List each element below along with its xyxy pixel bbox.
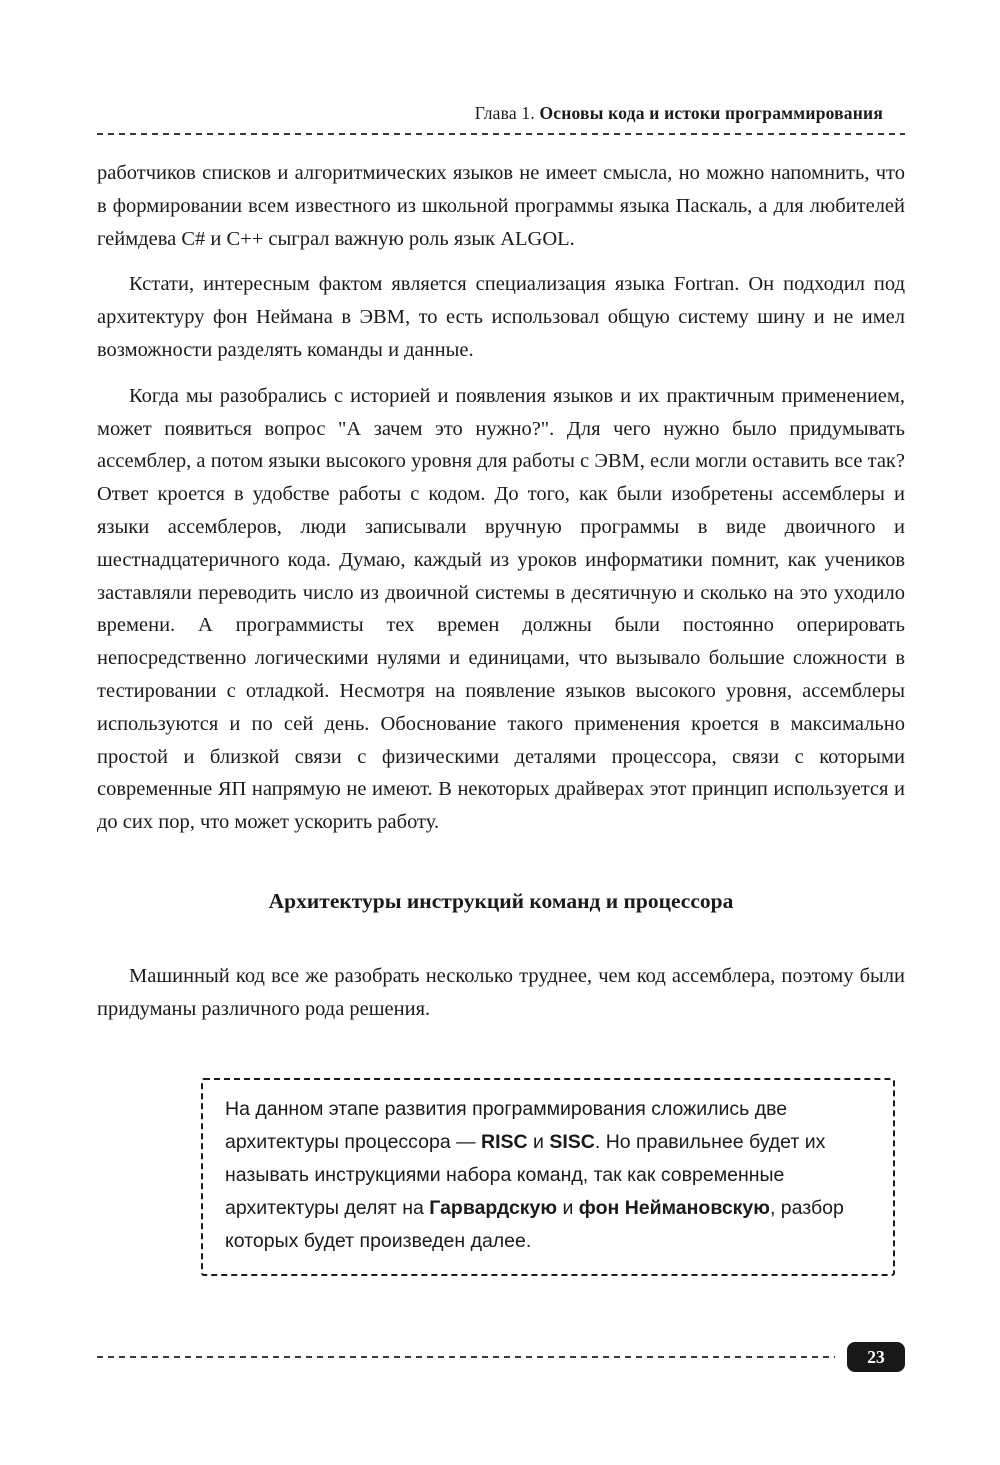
paragraph-history: Когда мы разобрались с историей и появления языков и их практичным применением, может появиться вопрос "А зачем это нужно?". Для чего нужно было придумывать ассемблер, а потом языки высокого уровня для работы с ЭВМ, если могли оставить все так? Ответ кроется в удобстве работы с кодом. До того, как были изобретены ассемблеры и языки ассемблеров, люди записывали вручную программы в виде двоичного и шестнадцатеричного кода. Думаю, каждый из уроков информатики помнит, как учеников заставляли переводить число из двоичной системы в десятичную и сколько на это уходило времени. А программисты тех времен должны были постоянно оперировать непосредственно логическими нулями и единицами, что вызывало большие сложности в тестировании с отладкой. Несмотря на появление языков высокого уровня, ассемблеры используются и по сей день. Обоснование такого применения кроется в максимально простой и близкой связи с физическими деталями процессора, связи с которыми современные ЯП напрямую не имеют. В некоторых драйверах этот принцип используется и до сих пор, что может ускорить работу. [97,384,905,834]
note-segment-von-neumann: фон Неймановскую [578,1196,770,1219]
note-box [201,1078,895,1277]
running-head [97,103,905,124]
paragraph-fortran: Кстати, интересным фактом является специализация языка Fortran. Он подходил под архитектуру фон Неймана в ЭВМ, то есть использовал общую систему шину и не имел возможности разделять команды и данные. [97,273,905,361]
page-number-badge: 23 [847,1342,905,1372]
chapter-title: Основы кода и истоки программирования [539,103,883,123]
paragraph-continuation: работчиков списков и алгоритмических языков не имеет смысла, но можно напомнить, что в формировании всем известного из школьной программы языка Паскаль, а для любителей геймдева C# и C++ сыграл важную роль язык ALGOL. [97,162,905,250]
paragraph-intro: Машинный код все же разобрать несколько труднее, чем код ассемблера, поэтому были придуманы различного рода решения. [97,964,905,1020]
note-segment: . Но правильнее будет их называть инструкциями набора команд, так как современные архитектуры делят на [225,1130,826,1219]
note-segment: и [527,1130,550,1153]
note-segment-harvard: Гарвардскую [429,1196,558,1219]
page-header [97,103,905,135]
note-text [225,1093,871,1259]
note-segment: , разбор которых будет произведен далее. [225,1196,844,1253]
section-heading: Архитектуры инструкций команд и процессора [268,888,734,913]
note-segment-sisc: SISC [549,1130,595,1153]
note-segment: и [557,1196,579,1219]
footer-divider [97,1356,835,1358]
note-segment: На данном этапе развития программирования сложились две архитектуры процессора — [225,1097,788,1153]
body-text [97,157,905,839]
note-segment-risc: RISC [481,1130,528,1153]
page-footer [97,1342,905,1372]
chapter-label: Глава 1. [474,103,540,123]
header-divider [97,133,905,135]
